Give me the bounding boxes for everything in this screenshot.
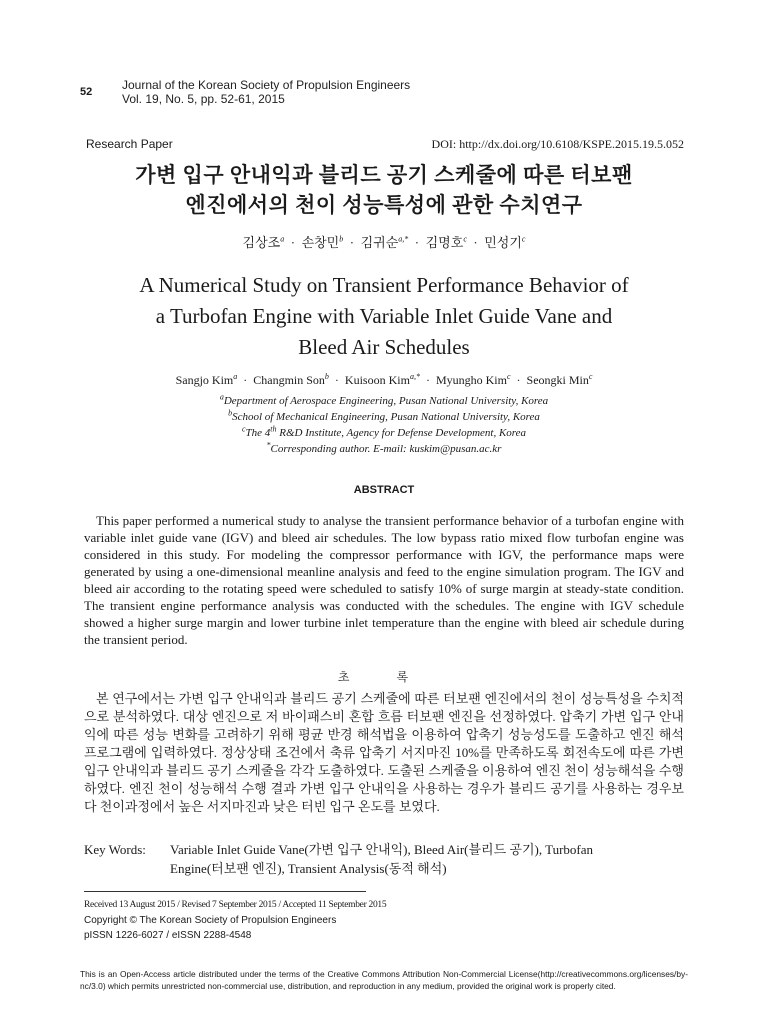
affiliations	[60, 393, 708, 457]
english-author-list: Sangjo Kim$^a$ · Changmin Son$^b$ · Kuisoon Kim$^{a,*}$ · Myungho Kim$^c$ · Seongki Min$^c$	[175, 372, 593, 387]
author-name: 김상조	[242, 235, 281, 250]
paper-type: Research Paper	[86, 137, 173, 151]
doi-link[interactable]: DOI: http://dx.doi.org/10.6108/KSPE.2015.19.5.052	[431, 137, 684, 151]
affiliation-b: $^b$School of Mechanical Engineering, Pusan National University, Korea	[228, 408, 540, 423]
english-title-line: A Numerical Study on Transient Performance Behavior of	[139, 273, 629, 297]
author-name: 김귀순	[360, 235, 399, 250]
author-name: 손창민	[301, 235, 340, 250]
open-access-notice: This is an Open-Access article distributed under the terms of the Creative Commons Attribution Non-Commercial License(http://creativecommons.org/licenses/by-nc/3.0) which permits unrestricted non-commercial use, distribution, and reproduction in any medium, provided the original work is properly cited.	[80, 969, 688, 991]
journal-volume: Vol. 19, No. 5, pp. 52-61, 2015	[122, 92, 285, 106]
author-affiliation-mark: a	[233, 372, 238, 381]
author-name: Sangjo Kim	[175, 373, 234, 387]
author-affiliation-mark: b	[339, 234, 344, 244]
author-affiliation-mark: a,*	[398, 234, 409, 244]
author-affiliation-mark: c	[506, 372, 511, 381]
footnote-divider	[84, 891, 366, 892]
author-name: Seongki Min	[526, 373, 589, 387]
korean-abstract-body: 본 연구에서는 가변 입구 안내익과 블리드 공기 스케줄에 따른 터보팬 엔진에서의 천이 성능특성을 수치적으로 분석하였다. 대상 엔진으로 저 바이패스비 혼합 흐름 터보팬 엔진을 선정하였다. 압축기 가변 입구 안내익에 따른 성능 변화를 고려하기 위해 평균 반경 해석법을 이용하여 압축기 성능성도를 도출하고 엔진 해석 프로그램에 입력하였다. 정상상태 조건에서 축류 압축기 서지마진 10%를 만족하도록 회전속도에 따른 가변 입구 안내익과 블리드 공기 스케줄을 각각 도출하였다. 도출된 스케줄을 이용하여 엔진 천이 성능해석을 수행하였다. 엔진 천이 성능해석 수행 결과 가변 입구 안내익을 사용하는 경우가 블리드 공기를 사용하는 경우보다 천이과정에서 높은 서지마진과 낮은 터빈 입구 온도를 보였다.	[84, 691, 684, 814]
author-name: Kuisoon Kim	[344, 373, 410, 387]
author-affiliation-mark: c	[521, 234, 526, 244]
korean-abstract-heading: 초 록	[337, 670, 431, 684]
keywords-label: Key Words:	[84, 842, 146, 857]
english-title-line: Bleed Air Schedules	[298, 335, 470, 359]
abstract-heading: ABSTRACT	[353, 484, 415, 496]
author-name: 김명호	[425, 235, 464, 250]
affiliation-c: $^c$The 4th R&D Institute, Agency for Defense Development, Korea	[241, 424, 527, 439]
author-affiliation-mark: a	[280, 234, 285, 244]
keywords-line: Engine(터보팬 엔진), Transient Analysis(동적 해석)	[170, 861, 447, 876]
author-affiliation-mark: c	[463, 234, 467, 244]
korean-author-list: 김상조$^a$ · 손창민$^b$ · 김귀순$^{a,*}$ · 김명호$^c$ · 민성기$^c$	[242, 234, 526, 250]
author-name: Changmin Son	[253, 373, 325, 387]
english-title	[60, 270, 708, 363]
journal-header	[122, 78, 410, 106]
english-title-line: a Turbofan Engine with Variable Inlet Guide Vane and	[155, 304, 613, 328]
abstract-body: This paper performed a numerical study to analyse the transient performance behavior of a turbofan engine with variable inlet guide vane (IGV) and bleed air schedules. The low bypass ratio mixed flow turbofan engine was considered in this study. For modeling the compressor performance with IGV, the performance maps were generated by using a one-dimensional meanline analysis and feed to the engine simulation program. The IGV and bleed air according to the rotating speed were scheduled to satisfy 10% of surge margin at steady-state condition. The transient engine performance analysis was conducted with the schedules. The engine with IGV schedule showed a higher surge margin and lower turbine inlet temperature than the engine with bleed air schedule during the transient period.	[84, 513, 684, 647]
korean-title-line: 엔진에서의 천이 성능특성에 관한 수치연구	[185, 193, 583, 217]
korean-title-line: 가변 입구 안내익과 블리드 공기 스케줄에 따른 터보팬	[135, 163, 633, 187]
author-name: Myungho Kim	[435, 373, 507, 387]
footnote	[84, 898, 386, 943]
affiliation-a: $^a$Department of Aerospace Engineering, Pusan National University, Korea	[219, 392, 549, 407]
issn: pISSN 1226-6027 / eISSN 2288-4548	[84, 930, 252, 941]
journal-name: Journal of the Korean Society of Propulsion Engineers	[122, 78, 411, 92]
author-affiliation-mark: b	[324, 372, 329, 381]
page-number: 52	[80, 86, 93, 98]
author-name: 민성기	[484, 235, 522, 250]
author-affiliation-mark: c	[588, 372, 593, 381]
author-affiliation-mark: a,*	[409, 372, 420, 381]
copyright: Copyright © The Korean Society of Propulsion Engineers	[84, 915, 337, 926]
keywords-line: Variable Inlet Guide Vane(가변 입구 안내익), Bleed Air(블리드 공기), Turbofan	[170, 842, 594, 857]
received-dates: Received 13 August 2015 / Revised 7 September 2015 / Accepted 11 September 2015	[84, 900, 387, 910]
corresponding-author: *Corresponding author. E-mail: kuskim@pusan.ac.kr	[266, 440, 502, 455]
korean-title	[60, 160, 708, 220]
keywords	[84, 840, 684, 878]
